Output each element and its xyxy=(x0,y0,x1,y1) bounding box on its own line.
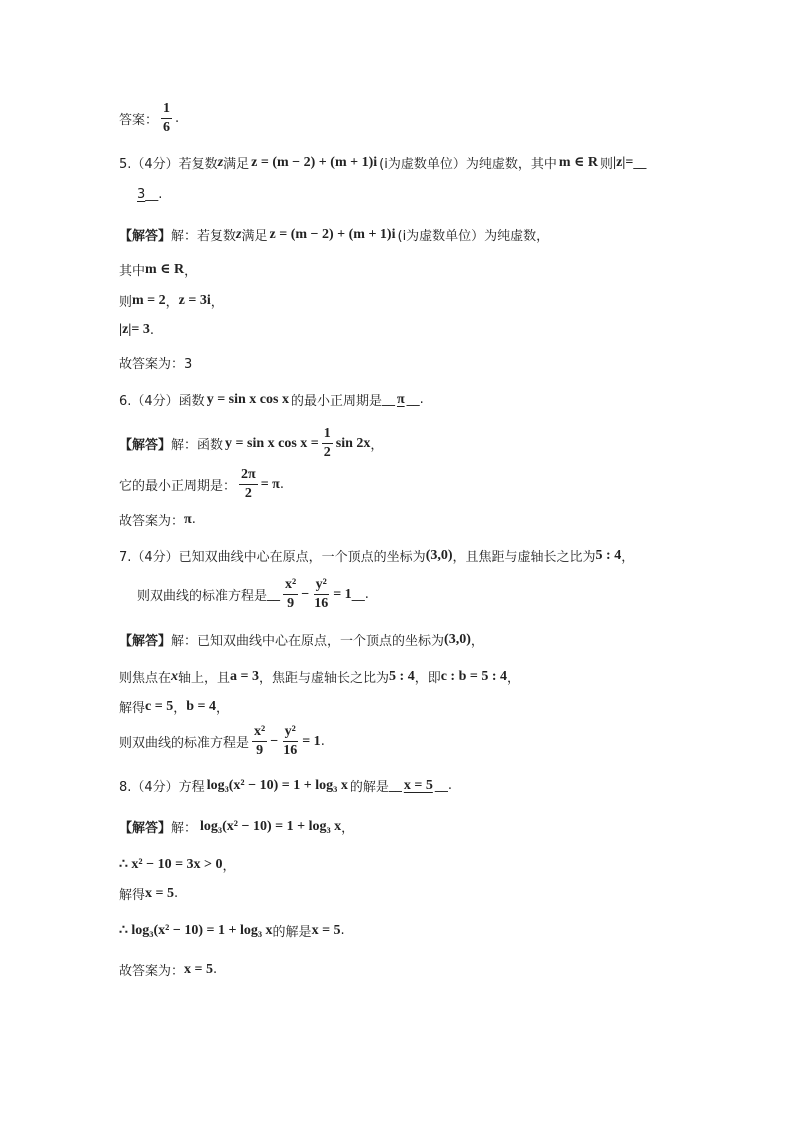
solution-7-line-1: 【解答】 解：已知双曲线中心在原点，一个顶点的坐标为 (3,0) ， xyxy=(119,631,484,649)
solution-7-line-3: 解得 c = 5 ， b = 4 ， xyxy=(119,698,230,716)
question-7: 7.（4分）已知双曲线中心在原点，一个顶点的坐标为 (3,0) ，且焦距与虚轴长之比为 5 : 4 ， xyxy=(119,547,635,565)
solution-8-line-3: 解得 x = 5 . xyxy=(119,885,179,903)
solution-8-line-4: ∴ log₃(x² − 10) = 1 + log₃ x 的解是 x = 5 . xyxy=(119,922,345,940)
solution-7-line-4: 则双曲线的标准方程是 $\frac{\text{x²}}{9}$ − $\frac{\text{y²}}{16}$ = 1 . xyxy=(119,724,325,758)
answer-4-line: 答案： $\frac{1}{6}$ . xyxy=(119,101,180,135)
solution-5-line-1: 【解答】 解：若复数 z 满足 z = (m − 2) + (m + 1)i (i为虚数单位）为纯虚数， xyxy=(119,226,550,244)
question-5: 5.（4分）若复数 z 满足 z = (m − 2) + (m + 1)i (i为虚数单位）为纯虚数，其中 m ∈ R 则 |z|= __ xyxy=(119,154,647,172)
q5-answer: 3 xyxy=(137,187,146,202)
solution-6-final: 故答案为： π . xyxy=(119,511,196,529)
solution-5-line-3: 则 m = 2 ， z = 3i ， xyxy=(119,292,224,310)
solution-8-line-2: ∴ x² − 10 = 3x > 0 ， xyxy=(119,857,236,874)
question-7-line-2: 则双曲线的标准方程是 __ $\frac{\text{x²}}{9}$ − $\frac{\text{y²}}{16}$ = 1 __. xyxy=(137,577,369,611)
solution-7-line-2: 则焦点在 x 轴上，且 a = 3 ，焦距与虚轴长之比为 5 : 4 ，即 c : b = 5 : 4 ， xyxy=(119,668,521,686)
question-6: 6.（4分）函数 y = sin x cos x 的最小正周期是 __ π __. xyxy=(119,391,424,409)
solution-tag: 【解答】 xyxy=(119,634,172,649)
q5-expression: z = (m − 2) + (m + 1)i xyxy=(251,154,378,170)
solution-8-line-1: 【解答】 解： log₃(x² − 10) = 1 + log₃ x ， xyxy=(119,818,355,836)
solution-6-line-1: 【解答】 解：函数 y = sin x cos x = $\frac{1}{2}$ sin 2x ， xyxy=(119,426,384,460)
q8-answer: x = 5 xyxy=(403,777,433,793)
solution-6-line-2: 它的最小正周期是： $\frac{2\pi}{2}$ = π . xyxy=(119,467,284,501)
q6-answer: π xyxy=(396,391,405,407)
solution-5-line-4: |z|= 3 . xyxy=(119,322,154,338)
solution-5-final: 故答案为：3 xyxy=(119,357,193,372)
solution-tag: 【解答】 xyxy=(119,438,172,453)
question-5-answer-line: 3 __. xyxy=(137,187,163,202)
solution-tag: 【解答】 xyxy=(119,229,172,244)
question-8: 8.（4分）方程 log₃(x² − 10) = 1 + log₃ x 的解是 __ x = 5 __. xyxy=(119,777,452,795)
solution-tag: 【解答】 xyxy=(119,821,172,836)
solution-8-final: 故答案为： x = 5 . xyxy=(119,961,218,979)
solution-5-line-2: 其中 m ∈ R ， xyxy=(119,262,198,279)
answer-label: 答案： xyxy=(119,113,159,128)
answer-fraction: $\frac{1}{6}$ xyxy=(163,101,171,135)
